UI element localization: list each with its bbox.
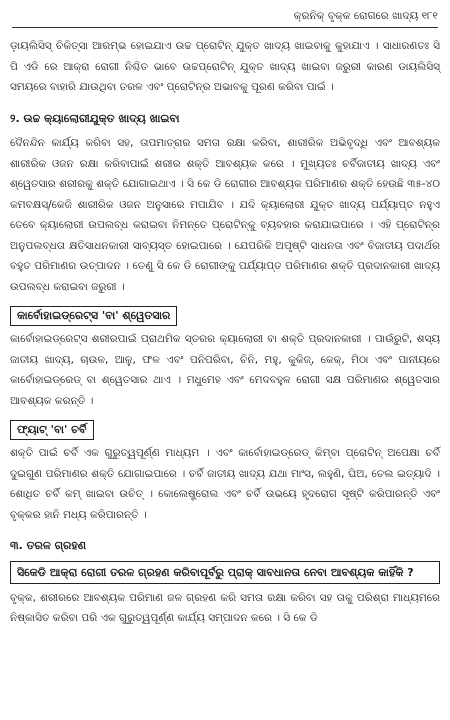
section-2-heading: ୨. ଉଚ୍ଚ କ୍ୟାଲୋରୀଯୁକ୍ତ ଖାଦ୍ୟ ଖାଇବା bbox=[10, 111, 180, 125]
carbohydrate-subsection bbox=[10, 306, 440, 411]
page-body bbox=[10, 36, 440, 629]
carbohydrate-paragraph: କାର୍ବୋହାଇଡ୍ରେଟ୍ସ ଶରୀରପାଇଁ ପ୍ରାଥମିକ ସ୍ତରର କ୍ୟାଲୋରୀ ବା ଶକ୍ତି ପ୍ରଦାନକାରୀ । ପାଉଁରୁଟି, ଶସ୍ୟ ଜାତୀୟ ଖାଦ୍ୟ, ଚାଉଳ, ଆଳୁ, ଫଳ ଏବଂ ପନିପରିବା, ଚିନି, ମହୁ, କୁକିଜ୍, କେକ୍, ମିଠା ଏବଂ ପାନୀୟରେ କାର୍ବୋହାଇଡ୍ରେଡ୍ ବା ଶ୍ୱେତସାର ଥାଏ । ମଧୁମେହ ଏବଂ ମେଦବହୁଳ ରୋଗୀ ସକ୍ଷ ପରିମାଣର ଶ୍ୱେତସାର ଆବଶ୍ୟକ କରନ୍ତି । bbox=[10, 333, 440, 407]
fat-heading: ଫ୍ୟାଟ୍ 'ବା' ଚର୍ବି bbox=[10, 420, 94, 440]
carbohydrate-heading: କାର୍ବୋହାଇଡ୍ରେଟ୍ସ 'ବା' ଶ୍ୱେତସାର bbox=[10, 306, 177, 326]
section-3-paragraph: ବୃକ୍କ, ଶରୀରରେ ଆବଶ୍ୟକ ପରିମାଣ ଜଳ ଗ୍ରହଣ କରି ସମତା ରକ୍ଷା କରିବା ସହ ତାକୁ ପରିଶ୍ରା ମାଧ୍ୟମରେ ନିଷ୍କାସିତ କରିବା ପରି ଏକ ଗୁରୁତ୍ୱପୂର୍ଣ୍ଣ କାର୍ଯ୍ୟ ସମ୍ପାଦନ କରେ । ସି କେ ଡି bbox=[10, 591, 440, 624]
intro-paragraph: ଡ଼ାୟଲିସିସ୍ ଚିକିତ୍ସା ଆରମ୍ଭ ହୋଇଯାଏ ଉଚ୍ଚ ପ୍ରୋଟିନ୍ ଯୁକ୍ତ ଖାଦ୍ୟ ଖାଇବାକୁ କୁହାଯାଏ । ସାଧାରଣତଃ ସି ପି ଏଡି ରେ ଆକ୍ରା ରୋଗୀ ନିଶ୍ଚିତ ଭାବେ ଉଚ୍ଚପ୍ରୋଟିନ୍ ଯୁକ୍ତ ଖାଦ୍ୟ ଖାଇବା ଜରୁରୀ କାରଣ ଡାୟଲିସିସ୍ ସମୟରେ ବାହାରି ଯାଉଥିବା ତରଳ ଏବଂ ପ୍ରୋଟିନ୍ର ଅଭାବକୁ ପୂରଣ କରିବା ପାଇଁ । bbox=[10, 40, 440, 93]
fat-paragraph: ଶକ୍ତି ପାଇଁ ଚର୍ବି ଏକ ଗୁରୁତ୍ୱପୂର୍ଣ୍ଣ ମାଧ୍ୟମ । ଏବଂ କାର୍ବୋହାଇଡ୍ରେଡ୍ କିମ୍ବା ପ୍ରୋଟିନ୍ ଅପେକ୍ଷା ଚର୍ବି ଦୁଇଗୁଣ ପରିମାଣର ଶକ୍ତି ଯୋଗାଇପାରେ । ଚର୍ବି ଜାତୀୟ ଖାଦ୍ୟ ଯଥା ମାଂସ, ଲହୁଣି, ଘିଅ, ତେଲ ଇତ୍ୟାଦି । ଶୋଧିତ ଚର୍ବି କମ୍ ଖାଇବା ଉଚିତ୍ । କୋଲେଷ୍ଟ୍ରୋଲ ଏବଂ ଚର୍ବି ଉଭୟେ ହୃଦରୋଗ ସୃଷ୍ଟି କରିପାରନ୍ତି ଏବଂ ବୃକ୍କର ହାନି ମଧ୍ୟ କରିପାରନ୍ତି । bbox=[10, 447, 440, 521]
running-head: କ୍ରନିକ୍ ବୃକ୍କ ରୋଗରେ ଖାଦ୍ୟ ୧୮୧ bbox=[293, 10, 438, 22]
header-rule bbox=[12, 27, 438, 28]
fluid-intake-question: ସିକେଡି ଆକ୍ରା ରୋଗୀ ତରଳ ଗ୍ରହଣ କରିବାପୂର୍ବରୁ ପ୍ରାକ୍ ସାବଧାନତା ନେବା ଆବଶ୍ୟକ କାହିଁକି ? bbox=[10, 561, 440, 584]
section-3-heading: ୩. ତରଳ ଗ୍ରହଣ bbox=[10, 539, 87, 552]
fat-subsection bbox=[10, 420, 440, 525]
section-2-paragraph: ଦୈନନ୍ଦିନ କାର୍ଯ୍ୟ କରିବା ସହ, ତାପମାତ୍ରାର ସମତା ରକ୍ଷା କରିବା, ଶାରୀରିକ ଅଭିବୃଦ୍ଧି ଏବଂ ଆବଶ୍ୟକ ଶାରୀରିକ ଓଜନ ରକ୍ଷା କରିବାପାଇଁ ଶରୀର ଶକ୍ତି ଆବଶ୍ୟକ କରେ । ମୁଖ୍ୟତଃ ଚର୍ବିଜାତୀୟ ଖାଦ୍ୟ ଏବଂ ଶ୍ୱେତସାର ଶରୀରକୁ ଶକ୍ତି ଯୋଗାଇଥାଏ । ସି କେ ଡି ରୋଗୀର ଆବଶ୍ୟକ ପରିମାଣର ଶକ୍ତି ହେଉଛି ୩୫-୪୦ କମବକ୍ଷସ୍/କେଜି ଶାରୀରିକ ଓଜନ ଅନୁସାରେ ମପାଯିବ । ଯଦି କ୍ୟାଲୋରୀ ଯୁକ୍ତ ଖାଦ୍ୟ ପର୍ଯ୍ୟାପ୍ତ ନହୁଏ ତେବେ କ୍ୟାଲୋରୀ ଉପଲବ୍ଧ କରାଇବା ନିମନ୍ତେ ପ୍ରୋଟିନ୍କୁ ବ୍ୟବହାର କରାଯାଇପାରେ । ଏହି ପ୍ରୋଟିନ୍ର ଅନୁପଲବ୍ଧତା କ୍ଷତିସାଧନକାରୀ ସାବ୍ୟସ୍ତ ହୋଇପାରେ । ଯେପରିକି ଅପୃଷ୍ଟି ସାଧନତା ଏବଂ ବିଜାତୀୟ ପଦାର୍ଥର ବହୁତ ପରିମାଣର ଉତ୍ପାଦନ । ତେଣୁ ସି କେ ଡି ରୋଗୀଙ୍କୁ ପର୍ଯ୍ୟାପ୍ତ ପରିମାଣର ଶକ୍ତି ପ୍ରଦାନକାରୀ ଖାଦ୍ୟ ଉପଲବ୍ଧ କରାଇବା ଜରୁରୀ । bbox=[10, 137, 440, 293]
